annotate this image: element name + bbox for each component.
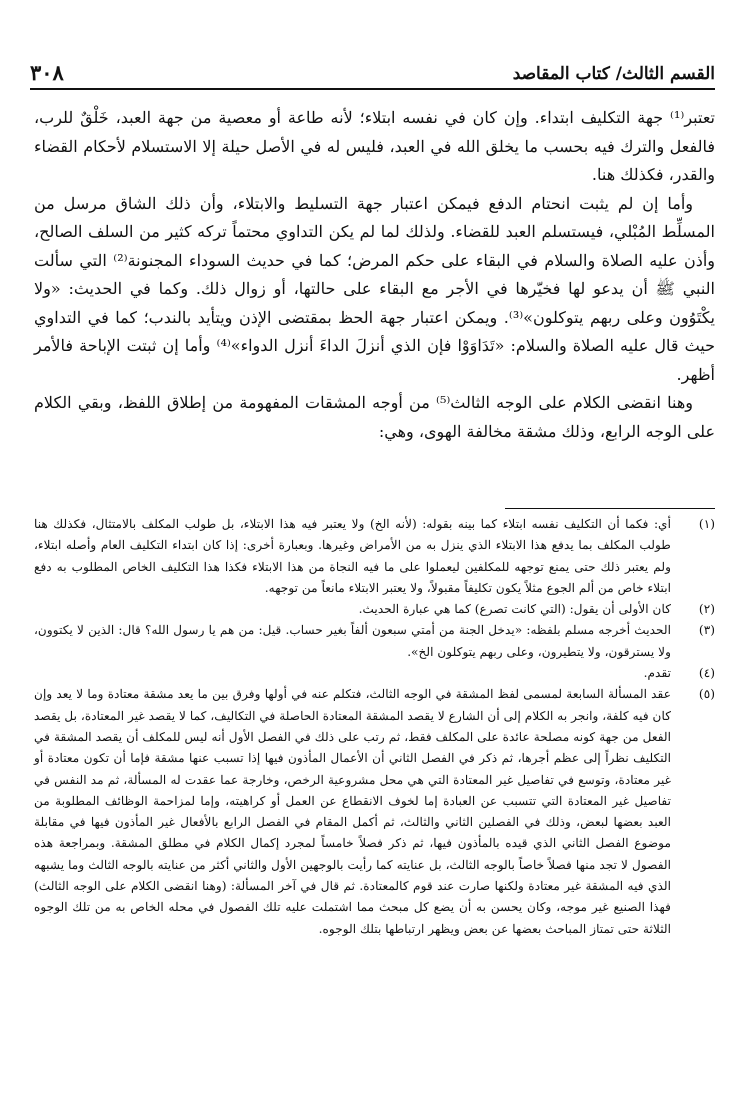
paragraph: وأما إن لم يثبت انحتام الدفع فيمكن اعتبار جهة التسليط والابتلاء، وأن ذلك الشاق مرسل من المسلِّط المُبْلي، فيستسلم العبد للقضاء. ولذلك لما لم يكن التداوي محتماً تركه كثير من السلف الصالح، وأذن عليه الصلاة والسلام في البقاء على حكم المرض؛ كما في حديث السوداء المجنونة⁽²⁾ التي سألت النبي ﷺ أن يدعو لها فخيّرها في الأجر مع البقاء على حالتها، أو زوال ذلك. وكما في الحديث: «ولا يكْتَوُون وعلى ربهم يتوكلون»⁽³⁾. ويمكن اعتبار جهة الحظ بمقتضى الإذن ويتأيد بالندب؛ كما في التداوي حيث قال عليه الصلاة والسلام: «تَدَاوَوْا فإن الذي أنزلَ الداءَ أنزل الدواء»⁽⁴⁾ وأما إن ثبتت الإباحة فالأمر أظهر.: [34, 193, 716, 384]
footnote-text: عقد المسألة السابعة لمسمى لفظ المشقة في الوجه الثالث، فتكلم عنه في أولها وفرق بين ما يعد مشقة معتادة وما لا يعد وإن كان فيه كلفة، وانجر به الكلام إلى أن الشارع لا يقصد المشقة المعتادة الحاصلة في التكاليف، كما لا يقصد غير المعتادة، بل يقصد الفعل من جهة كونه مصلحة عائدة على المكلف فقط، ثم رتب على ذلك في الفصل الأول أنه ليس للمكلف أن يقصد المشقة في التكليف نظراً إلى عظم أجرها، ثم ذكر في الفصل الثاني أن الأعمال المأذون فيها إذا تسبب عنها مشقة فإما أن تكون معتادة أو غير معتادة، وتوسع في تفاصيل غير المعتادة التي هي محل مشروعية الرخص، وخارجة عما عقدت له المسألة، ثم مد النفس في تفاصيل غير المعتادة التي تتسبب عن العبادة إما لخوف الانقطاع عن العمل أو كراهيته، وإما لمزاحمة الوظائف المطلوبة من العبد بعضها لبعض، وذلك في الفصلين الثاني والثالث، ثم أكمل المقام في الفصل الرابع بالأفعال غير المأذون فيها في مقابلة موضوع الفصل الثاني الذي قيده بالمأذون فيها، ثم ذكر فصلاً خامساً لمجرد إكمال الكلام في مطلق المشقة. وبمراجعة هذه الفصول لا تجد منها فصلاً خاصاً بالوجه الثالث، بل عنايته كما رأيت بالوجهين الأول والثاني أكثر من عنايته بالوجه الثالث وما يشبهه الذي فيه المشقة غير معتادة ولكنها صارت عند قوم كالمعتادة. ثم قال في آخر المسألة: (وهنا انقضى الكلام على الوجه الثالث) فهذا الصنيع غير موجه، وكان يحسن به أن يضع كل مبحث مما اشتملت عليه تلك الفصول في محله الخاص به من تلك الوجوه الثلاثة حتى تمتاز المباحث بعضها عن بعض ويظهر ارتباطها بتلك الوجوه.: [34, 687, 672, 936]
footnote-separator: [505, 508, 715, 509]
footnote-text: كان الأولى أن يقول: (التي كانت تصرع) كما هي عبارة الحديث.: [358, 602, 671, 617]
footnote: [34, 663, 715, 684]
footnote-number: (٥): [698, 687, 715, 702]
footnote-text: الحديث أخرجه مسلم بلفظه: «يدخل الجنة من أمتي سبعون ألفاً بغير حساب. قيل: من هم يا رسول الله؟ قال: الذين لا يكتوون، ولا يسترقون، ولا يتطيرون، وعلى ربهم يتوكلون الخ».: [34, 623, 671, 659]
page-number: ٣٠٨: [30, 60, 64, 85]
paragraph: وهنا انقضى الكلام على الوجه الثالث⁽⁵⁾ من أوجه المشقات المفهومة من إطلاق اللفظ، وبقي الكلام على الوجه الرابع، وذلك مشقة مخالفة الهوى، وهي:: [34, 393, 715, 441]
footnote-number: (١): [698, 517, 715, 531]
footnote-number: (٤): [698, 666, 715, 681]
paragraph: تعتبر⁽¹⁾ جهة التكليف ابتداء. وإن كان في نفسه ابتلاء؛ لأنه طاعة أو معصية من جهة العبد، خَلْقٌ للرب، فالفعل والترك فيه بحسب ما يخلق الله في العبد، فليس له في الأصل حيلة إلا الاستسلام لأحكام القضاء والقدر، فكذلك هنا.: [34, 108, 716, 184]
footnote-text: أي: فكما أن التكليف نفسه ابتلاء كما بينه بقوله: (لأنه الخ) ولا يعتبر فيه هذا الابتلاء، بل طولب المكلف بالامتثال، فكذلك هنا طولب المكلف بما يدفع هذا الابتلاء الذي ينزل به من الأمراض وغيرها. وبعبارة أخرى: إذا كان ابتداء التكليف العام وأصله ابتلاء، ولم يعتبر ذلك حتى يمنع توجهه للمكلفين ليعملوا على ما فيه النجاة من هذا الابتلاء فكذا هذا التكليف الخاص المطلوب به دفع ابتلاء خاص من ألم الجوع مثلاً يكون تكليفاً مقبولاً، ولا يعتبر الابتلاء مانعاً من توجهه.: [34, 517, 671, 595]
main-text: [34, 104, 715, 446]
running-title: القسم الثالث/ كتاب المقاصد: [512, 64, 715, 84]
footnote: [34, 514, 715, 599]
footnote-number: (٢): [698, 602, 715, 617]
footnote-text: تقدم.: [643, 666, 671, 681]
page-header: [30, 60, 715, 90]
footnote-number: (٣): [698, 623, 715, 638]
footnote: [34, 620, 715, 663]
footnotes: [34, 514, 715, 940]
footnote: [34, 684, 715, 940]
footnote: [34, 599, 715, 620]
